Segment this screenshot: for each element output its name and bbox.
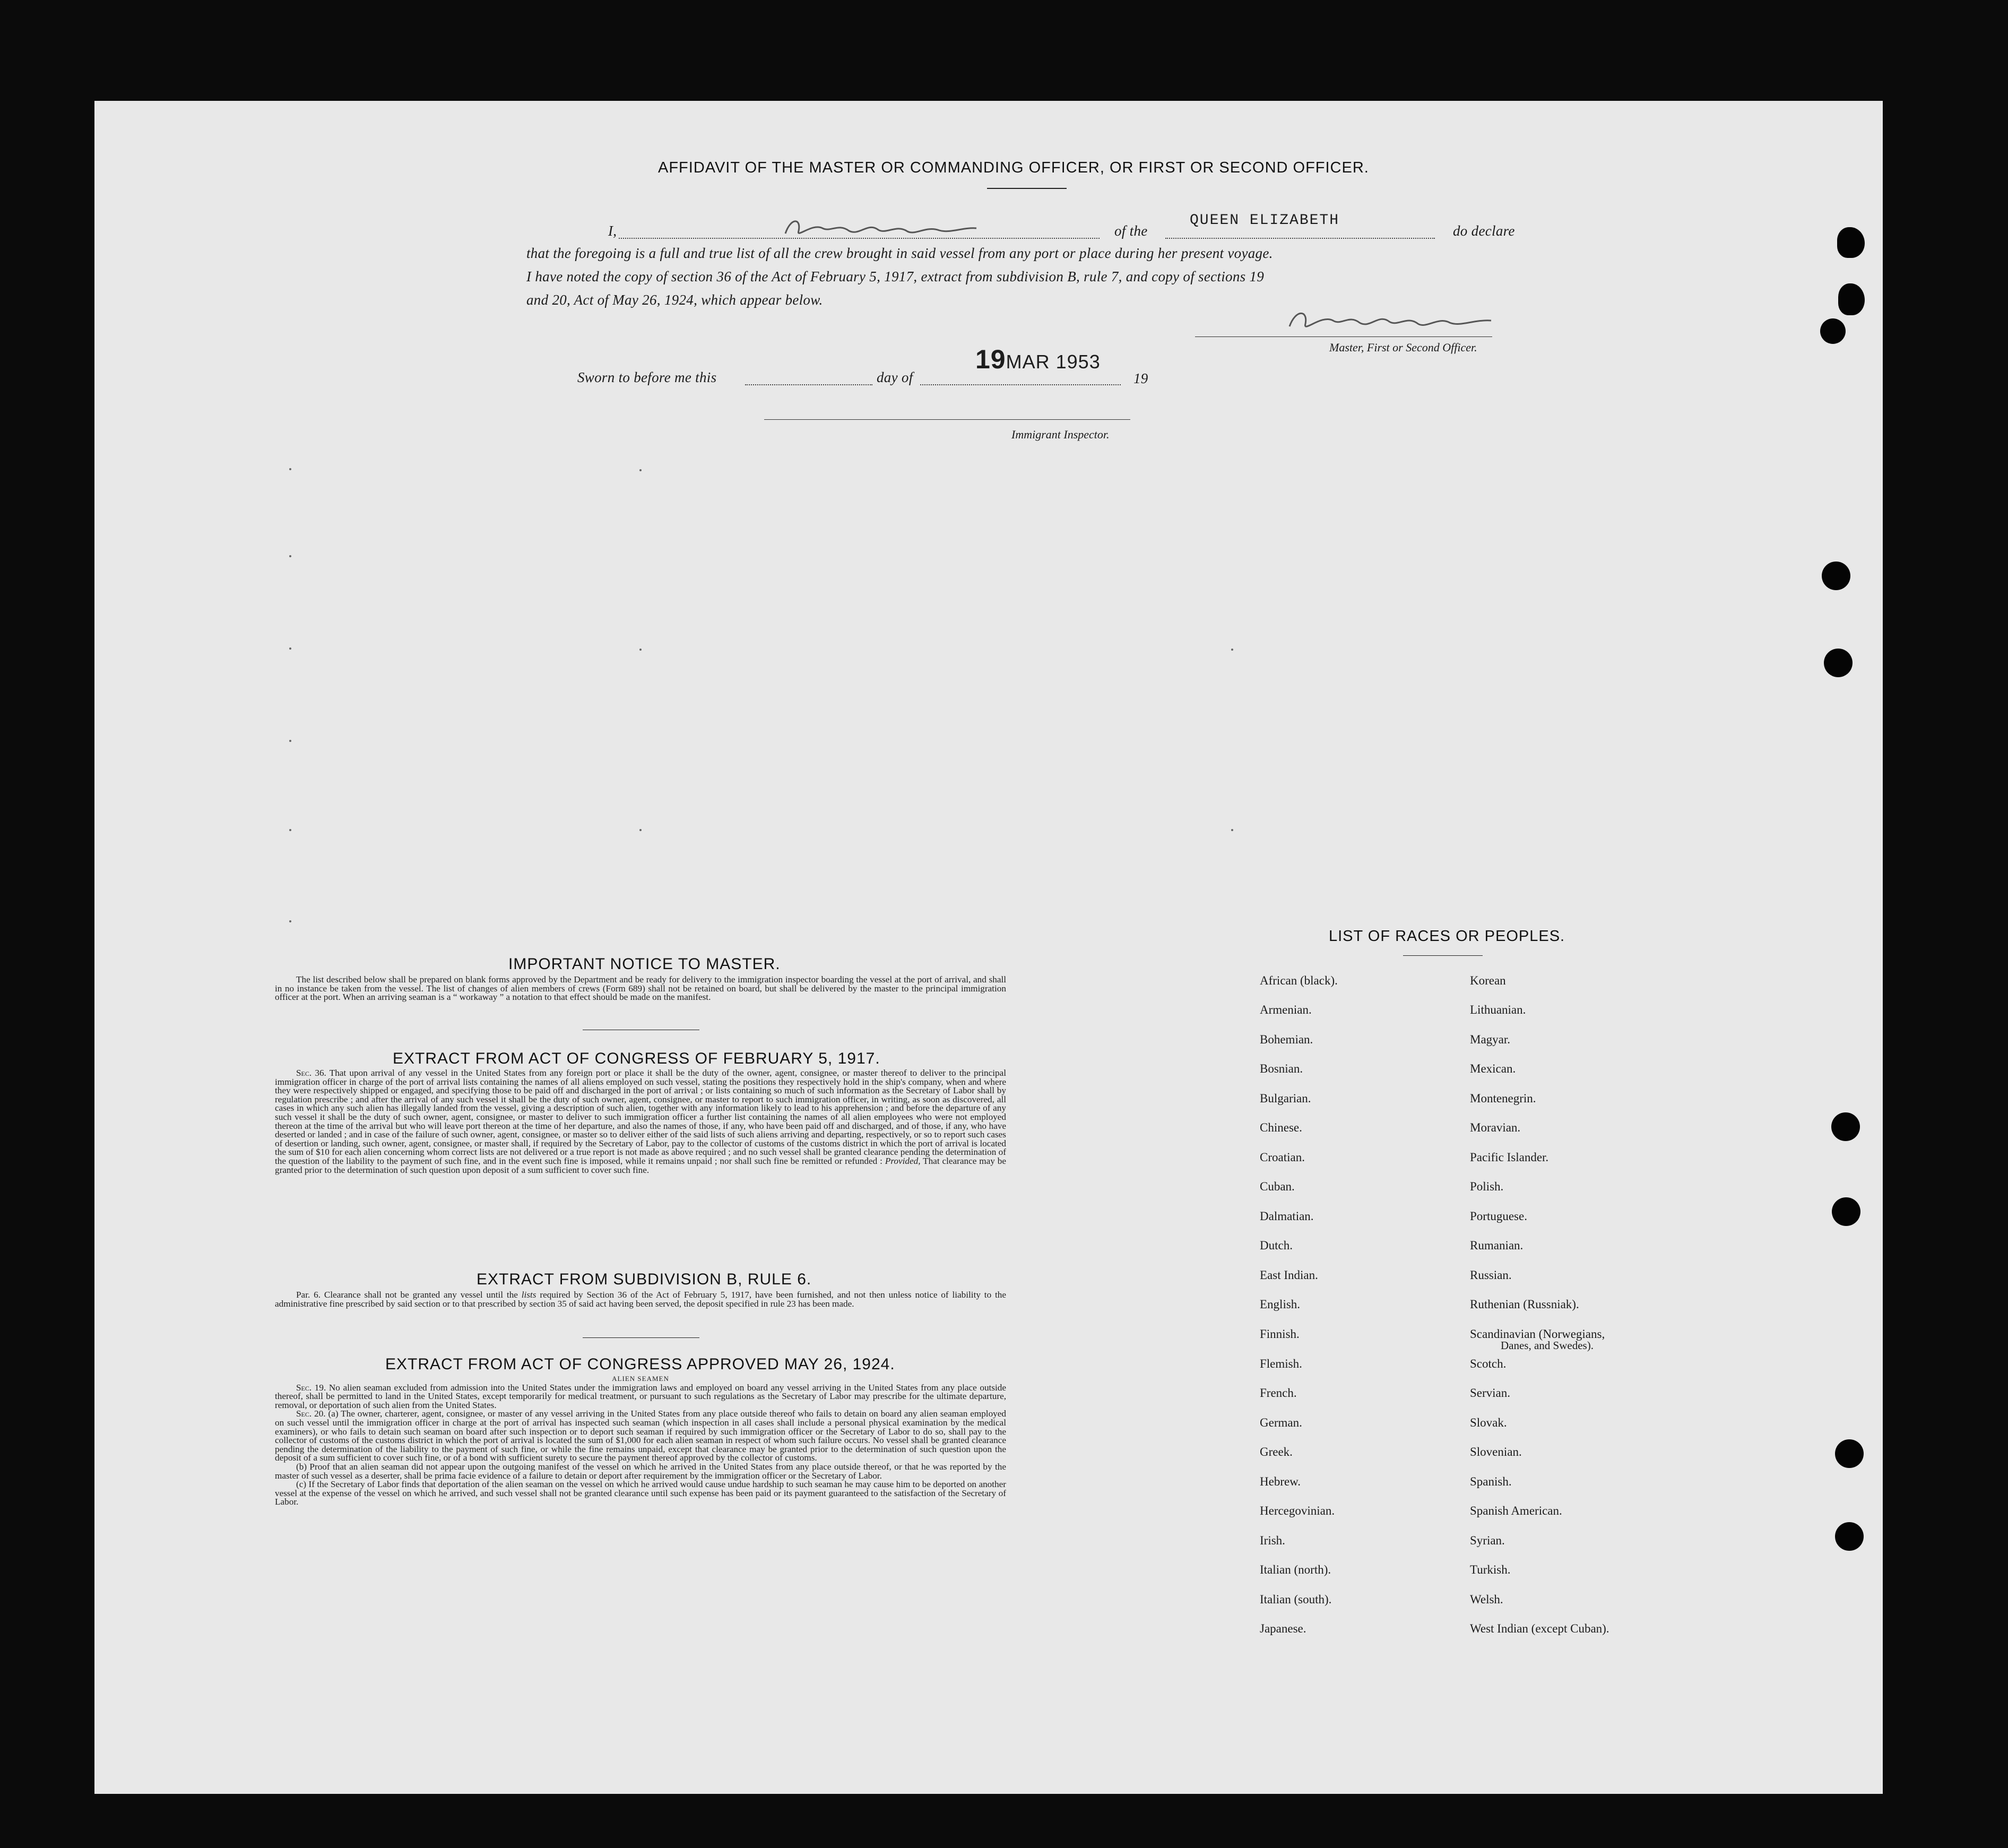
punch-hole xyxy=(1835,1439,1864,1468)
race-item: Slovenian. xyxy=(1470,1445,1522,1458)
race-item: Bosnian. xyxy=(1260,1062,1303,1075)
sec-19-paragraph xyxy=(275,1384,1006,1410)
speck xyxy=(289,920,291,922)
race-item: Scandinavian (Norwegians, xyxy=(1470,1327,1605,1341)
lists-word: lists xyxy=(521,1290,536,1300)
sec-19-label: Sec. 19. xyxy=(296,1382,326,1393)
race-item: Moravian. xyxy=(1470,1121,1521,1134)
proviso-text: That clearance may be granted prior to the determination of such question upon deposit of a sum sufficient to cover such fine. xyxy=(275,1155,1006,1175)
race-item: Finnish. xyxy=(1260,1327,1300,1341)
rule6-paragraph xyxy=(275,1291,1006,1308)
race-item: Rumanian. xyxy=(1470,1239,1524,1252)
proviso-label: Provided, xyxy=(885,1155,921,1166)
race-item: Korean xyxy=(1470,974,1506,987)
sec-36-paragraph xyxy=(275,1069,1006,1175)
par6-label: Par. 6. xyxy=(296,1290,321,1300)
race-item: Russian. xyxy=(1470,1268,1512,1282)
race-item: Japanese. xyxy=(1260,1622,1306,1635)
sec-36-label: Sec. 36. xyxy=(296,1068,326,1078)
affidavit-of-the: of the xyxy=(1114,223,1148,239)
speck xyxy=(639,829,642,831)
race-item: Hebrew. xyxy=(1260,1475,1301,1488)
races-title-underline xyxy=(1403,955,1483,956)
race-item: Welsh. xyxy=(1470,1593,1503,1606)
race-item: Armenian. xyxy=(1260,1003,1312,1016)
alien-seamen-subheading: ALIEN SEAMEN xyxy=(612,1375,669,1383)
vessel-name: QUEEN ELIZABETH xyxy=(1190,212,1340,229)
race-item: Ruthenian (Russniak). xyxy=(1470,1298,1579,1311)
date-stamp-month-year: MAR 1953 xyxy=(1006,351,1101,373)
speck xyxy=(289,647,291,650)
race-item: Montenegrin. xyxy=(1470,1092,1536,1105)
officer-signature xyxy=(1284,303,1496,340)
race-item: Mexican. xyxy=(1470,1062,1516,1075)
date-stamp-day: 19 xyxy=(975,344,1006,374)
master-signature-scribble xyxy=(780,212,982,244)
sec-20-label: Sec. 20. xyxy=(296,1409,326,1419)
race-item: Irish. xyxy=(1260,1534,1285,1547)
race-item: Portuguese. xyxy=(1470,1210,1527,1223)
race-item-continuation: Danes, and Swedes). xyxy=(1501,1339,1594,1352)
race-item: Lithuanian. xyxy=(1470,1003,1526,1016)
sec-20a-paragraph xyxy=(275,1410,1006,1463)
race-item: Spanish American. xyxy=(1470,1504,1562,1517)
race-item: German. xyxy=(1260,1416,1302,1429)
race-item: Syrian. xyxy=(1470,1534,1505,1547)
race-item: French. xyxy=(1260,1386,1297,1400)
punch-hole xyxy=(1838,283,1865,315)
date-stamp xyxy=(975,344,1101,375)
race-item: Cuban. xyxy=(1260,1180,1295,1193)
race-item: Flemish. xyxy=(1260,1357,1302,1370)
punch-hole xyxy=(1824,649,1853,677)
punch-hole xyxy=(1832,1197,1860,1226)
extract-1924-body xyxy=(275,1375,1006,1507)
race-item: Bulgarian. xyxy=(1260,1092,1311,1105)
race-item: English. xyxy=(1260,1298,1301,1311)
race-item: Pacific Islander. xyxy=(1470,1151,1549,1164)
sec-36-text: That upon arrival of any vessel in the United States from any foreign port or place it shall be the duty of the owner, agent, consignee, or master thereof to deliver to the principal immigration officer in charge of the port of arrival lists containing the names of all aliens employed on such vessel, stating the positions they respectively hold in the ship's company, when and where they were respectively shipped or engaged, and specifying those to be paid off and discharged in the port of arrival ; or lists containing so much of such information as the Secretary of Labor shall by regulation prescribe ; and after the arrival of any such vessel it shall be the duty of such owner, agent, consignee, or master to report to such immigration officer, in writing, as soon as discovered, all cases in which any such alien has illegally landed from the vessel, giving a description of such alien, together with any information likely to lead to his apprehension ; and before the departure of any such vessel it shall be the duty of such owner, agent, consignee, or master to deliver to such immigration officer a further list containing the names of all alien employees who were not employed thereon at the time of the arrival but who will leave port thereon at the time of her departure, and also the names of those, if any, who have been paid off and discharged, and of those, if any, who have deserted or landed ; and in case of the failure of such owner, agent, consignee, or master so to deliver either of the said lists of such aliens arriving and departing, respectively, or so to report such cases of desertion or landing, such owner, agent, consignee, or master shall, if required by the Secretary of Labor, pay to the collector of customs of the customs district in which the port of arrival is located the sum of $10 for each alien concerning whom correct lists are not delivered or a true report is not made as above required ; and no such vessel shall be granted clearance pending the determination of the question of the liability to the payment of such fine, and in the event such fine is imposed, while it remains unpaid ; nor shall such fine be remitted or refunded : xyxy=(275,1068,1006,1166)
sworn-month-field xyxy=(920,384,1121,385)
sec-20a-text: (a) The owner, charterer, agent, consignee, or master of any vessel arriving in the United States from any place outside thereof who fails to detain on board any alien seaman employed on such vessel until the immigration officer in charge at the port of arrival has inspected such seaman (which inspection in all cases shall include a personal physical examination by the medical examiners), or who fails to detain such seaman on board after such inspection or to deport such seaman if required by such immigration officer or the Secretary of Labor to do so, shall pay to the collector of customs of the customs district in which the port of arrival is located the sum of $1,000 for each alien seaman in respect of whom such failure occurs. No vessel shall be granted clearance pending the determination of the liability to the payment of such fine, or while the fine remains unpaid, except that clearance may be granted prior to the determination of such question upon the deposit of a sum sufficient to cover such fine, or of a bond with sufficient surety to secure the payment thereof approved by the collector of customs. xyxy=(275,1409,1006,1463)
extract-1917-title: EXTRACT FROM ACT OF CONGRESS OF FEBRUARY 5, 1917. xyxy=(393,1050,880,1067)
race-item: Servian. xyxy=(1470,1386,1511,1400)
races-title: LIST OF RACES OR PEOPLES. xyxy=(1329,928,1565,945)
signature-line xyxy=(1195,336,1492,337)
rule6-title: EXTRACT FROM SUBDIVISION B, RULE 6. xyxy=(477,1271,812,1288)
punch-hole xyxy=(1822,562,1850,590)
race-item: Magyar. xyxy=(1470,1033,1511,1046)
race-item: East Indian. xyxy=(1260,1268,1318,1282)
speck xyxy=(289,740,291,742)
race-item: Croatian. xyxy=(1260,1151,1305,1164)
signature-caption: Master, First or Second Officer. xyxy=(1329,341,1477,354)
race-item: Scotch. xyxy=(1470,1357,1507,1370)
rule6-text-a: Clearance shall not be granted any vessel until the xyxy=(324,1290,518,1300)
punch-hole xyxy=(1837,227,1865,258)
speck xyxy=(289,829,291,831)
sworn-day-of: day of xyxy=(877,369,913,385)
sworn-prefix: Sworn to before me this xyxy=(577,369,717,385)
extract-1917-body xyxy=(275,1069,1006,1175)
race-item: Dalmatian. xyxy=(1260,1210,1314,1223)
affidavit-line1-suffix: do declare xyxy=(1453,223,1515,239)
inspector-caption: Immigrant Inspector. xyxy=(1011,428,1110,441)
affidavit-line1-prefix: I, xyxy=(608,223,617,239)
speck xyxy=(639,469,642,471)
inspector-line xyxy=(764,419,1130,420)
speck xyxy=(639,649,642,651)
extract-1924-title: EXTRACT FROM ACT OF CONGRESS APPROVED MAY 26, 1924. xyxy=(385,1355,895,1373)
punch-hole xyxy=(1831,1112,1860,1141)
notice-paragraph: The list described below shall be prepared on blank forms approved by the Department and be ready for delivery to the immigration inspector boarding the vessel at the port of arrival, and shall in no instance be taken from the vessel. The list of changes of alien members of crews (Form 689) shall not be retained on board, but shall be delivered by the master to the principal immigration officer at the port. When an arriving seaman is a “ workaway ” a notation to that effect should be made on the manifest. xyxy=(275,974,1006,1003)
sec-20b-paragraph: (b) Proof that an alien seaman did not appear upon the outgoing manifest of the vessel on which he arrived in the United States from any place outside thereof, or that he was reported by the master of such vessel as a deserter, shall be prima facie evidence of a failure to detain or deport after requirement by the immigration officer or the Secretary of Labor. xyxy=(275,1461,1006,1481)
rule6-text-b: required by Section 36 of the Act of February 5, 1917, have been furnished, and not then unless notice of liability to the administrative fine prescribed by said section or to that prescribed by section 35 of said act having been served, the deposit specified in rule 23 has been made. xyxy=(275,1290,1007,1309)
title-underline xyxy=(987,188,1067,189)
race-item: Greek. xyxy=(1260,1445,1293,1458)
speck xyxy=(1231,649,1233,651)
race-item: Italian (south). xyxy=(1260,1593,1332,1606)
affidavit-line3: I have noted the copy of section 36 of the Act of February 5, 1917, extract from subdivision B, rule 7, and copy of sections 19 xyxy=(526,269,1265,284)
sec-20c-paragraph: (c) If the Secretary of Labor finds that deportation of the alien seaman on the vessel on which he arrived would cause undue hardship to such seaman he may cause him to be deported on another vessel at the expense of the vessel on which he arrived, and such vessel shall not be granted clearance until such expense has been paid or its payment guaranteed to the satisfaction of the Secretary of Labor. xyxy=(275,1479,1006,1507)
sec-19-text: No alien seaman excluded from admission into the United States under the immigration laws and employed on board any vessel arriving in the United States from any place outside thereof, shall be permitted to land in the United States, except temporarily for medical treatment, or pursuant to such regulations as the Secretary of Labor may prescribe for the ultimate departure, removal, or deportation of such alien from the United States. xyxy=(275,1382,1006,1410)
rule6-body xyxy=(275,1291,1006,1308)
race-item: Slovak. xyxy=(1470,1416,1507,1429)
race-item: African (black). xyxy=(1260,974,1338,987)
race-item: Dutch. xyxy=(1260,1239,1293,1252)
race-item: Spanish. xyxy=(1470,1475,1512,1488)
punch-hole xyxy=(1835,1522,1864,1551)
race-item: West Indian (except Cuban). xyxy=(1470,1622,1609,1635)
affidavit-title: AFFIDAVIT OF THE MASTER OR COMMANDING OFFICER, OR FIRST OR SECOND OFFICER. xyxy=(658,159,1369,176)
race-item: Turkish. xyxy=(1470,1563,1511,1576)
punch-hole xyxy=(1820,318,1846,344)
sworn-year: 19 xyxy=(1133,370,1148,386)
affidavit-line2: that the foregoing is a full and true list of all the crew brought in said vessel from any port or place during her present voyage. xyxy=(526,245,1273,261)
speck xyxy=(289,555,291,557)
race-item: Italian (north). xyxy=(1260,1563,1331,1576)
notice-title: IMPORTANT NOTICE TO MASTER. xyxy=(508,955,781,973)
sworn-day-field xyxy=(745,384,872,385)
affidavit-line4: and 20, Act of May 26, 1924, which appear below. xyxy=(526,292,823,308)
speck xyxy=(289,468,291,470)
race-item: Hercegovinian. xyxy=(1260,1504,1335,1517)
vessel-name-field xyxy=(1165,238,1435,239)
race-item: Polish. xyxy=(1470,1180,1504,1193)
notice-body xyxy=(275,975,1006,1002)
race-item: Chinese. xyxy=(1260,1121,1302,1134)
race-item: Bohemian. xyxy=(1260,1033,1313,1046)
speck xyxy=(1231,829,1233,831)
divider xyxy=(583,1337,699,1338)
